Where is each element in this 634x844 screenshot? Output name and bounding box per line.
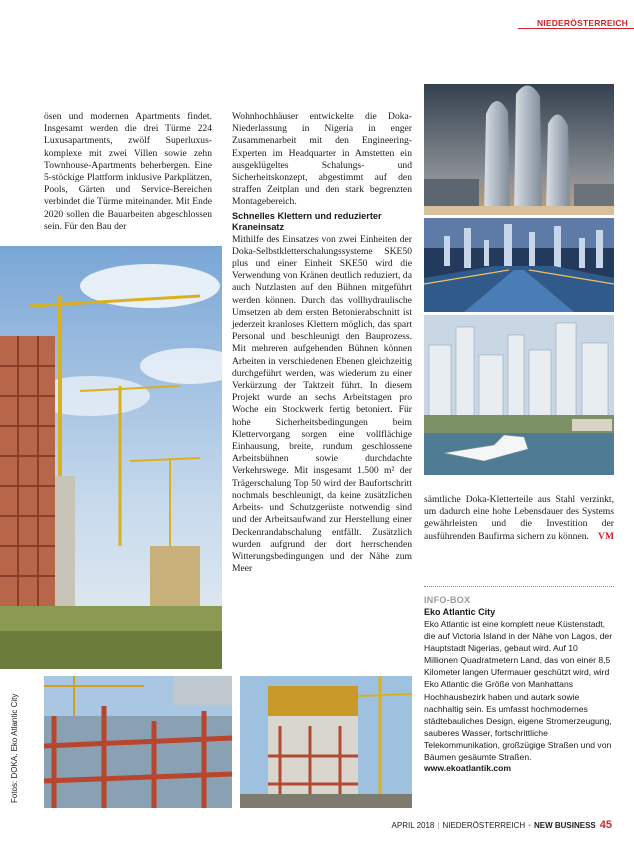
- section-label: NIEDERÖSTERREICH: [536, 18, 628, 28]
- article-column-3: [424, 494, 614, 543]
- column-3-body: sämtliche Doka-Kletterteile aus Stahl verzinkt, um dadurch eine hohe Lebensdauer des Systems gewährleisten und die Investition der ausführenden Baufirma sichern zu können.: [424, 494, 614, 542]
- construction-site-photo: [0, 246, 222, 669]
- info-box-text: Eko Atlantic ist eine komplett neue Küstenstadt, die auf Victoria Island in der Nähe von Lagos, der Hauptstadt Nigerias, gebaut wird. Auf 10 Millionen Quadratmetern Land, das von einer 8,5 Kilometer langen Ufermauer geschützt wird, wird Eko Atlantic die Größe von Manhattans Hochhausbezirk haben und autark sowie nachhaltig sein. Es umfasst hochmodernes städtebauliches Design, eigene Stromerzeugung, sauberes Wasser, fortschrittliche Telekommunikation, großzügige Straßen und von Bäumen gesäumte Straßen.: [424, 619, 613, 763]
- column-2-intro: Wohnhochhäuser entwickelte die Doka-Niederlassung in Nigeria in enger Zusammenarbeit mit den Engineering-Experten im Headquarter in Amstetten ein ausgeklügeltes Schalungs- und Sicherheitskonzept, abgestimmt auf den straffen Zeitplan und den stark begrenzten Montagebereich.: [232, 111, 412, 208]
- subheading: Schnelles Klettern und reduzierter Kraneinsatz: [232, 210, 382, 233]
- article-column-2: [232, 111, 412, 575]
- formwork-closeup-photo: [44, 676, 232, 808]
- page-number: 45: [599, 819, 612, 831]
- tower-rendering-photo: [424, 84, 614, 215]
- info-box-title: Eko Atlantic City: [424, 607, 496, 617]
- footer-dot: •: [528, 821, 531, 830]
- column-2-body: Mithilfe des Einsatzes von zwei Einheiten der Doka-Selbstkletterschalungssysteme SKE50 plus und einer Einheit SKE50 wird die Verwendung von Kränen deutlich reduziert, da auch Nutzlasten auf den Bühnen mitgeführt werden können. Durch das vollhydraulische Umsetzen ab dem ersten Betonierabschnitt ist jederzeit kranloses Klettern möglich, das spart Personal und beschleunigt den Bauprozess. Mit mehreren aufgehenden Bühnen können Arbeiten in verschiedenen Ebenen gleichzeitig durchgeführt werden, was wiederum zu einer Verkürzung der Taktzeit führt. In diesem Projekt wurde an sechs Arbeitstagen pro Woche ein Stockwerk fertig betoniert. Für hohe Sicherheitsbedingungen beim Klettervorgang sorgen eine vollflächige Einhausung, breite, rundum geschlossene Arbeitsbühnen sowie durchdachte Verkehrswege. Mit insgesamt 1.500 m² der Trägerschalung Top 50 wird der Baufortschritt nochmals beschleunigt, da keine zusätzlichen Arbeits- und Schutzgerüste notwendig sind und der Arbeitsaufwand zur Herstellung einer Deckenrandabschalung entfällt. Zusätzlich wurden aufgrund der dort herrschenden Witterungsbedingungen und der Nähe zum Meer: [232, 233, 412, 575]
- page-footer: [392, 819, 612, 831]
- photo-credit: Fotos: DOKA, Eko Atlantic City: [10, 693, 19, 803]
- column-3-text: [424, 494, 614, 543]
- waterfront-rendering-photo: [424, 315, 614, 475]
- footer-date: APRIL 2018: [391, 821, 435, 830]
- info-box-rule: [424, 586, 614, 587]
- column-1-text: ösen und modernen Apartments findet. Insgesamt werden die drei Türme 224 Luxusapartments, zwölf Superluxus-komplexe mit zwei Villen sowie zehn Townhouse-Apartments beherbergen. Eine 5-stöckige Plattform inklusive Parkplätzen, Pools, Gärten und Service-Bereichen verbindet die Türme miteinander. Mit Ende 2020 sollen die Bauarbeiten abgeschlossen sein. Für den Bau der: [44, 111, 212, 232]
- tower-build-photo: [240, 676, 412, 808]
- info-box-link[interactable]: www.ekoatlantik.com: [424, 763, 512, 774]
- info-box-label: INFO-BOX: [424, 595, 471, 605]
- section-rule: [518, 28, 634, 29]
- info-box: [424, 586, 614, 773]
- footer-divider: |: [437, 821, 440, 830]
- article-column-1: [44, 111, 212, 233]
- section-tag: [518, 6, 634, 34]
- author-initials: VM: [598, 530, 614, 542]
- marina-rendering-photo: [424, 218, 614, 312]
- footer-brand: NEW BUSINESS: [533, 821, 596, 830]
- footer-region: NIEDERÖSTERREICH: [442, 821, 526, 830]
